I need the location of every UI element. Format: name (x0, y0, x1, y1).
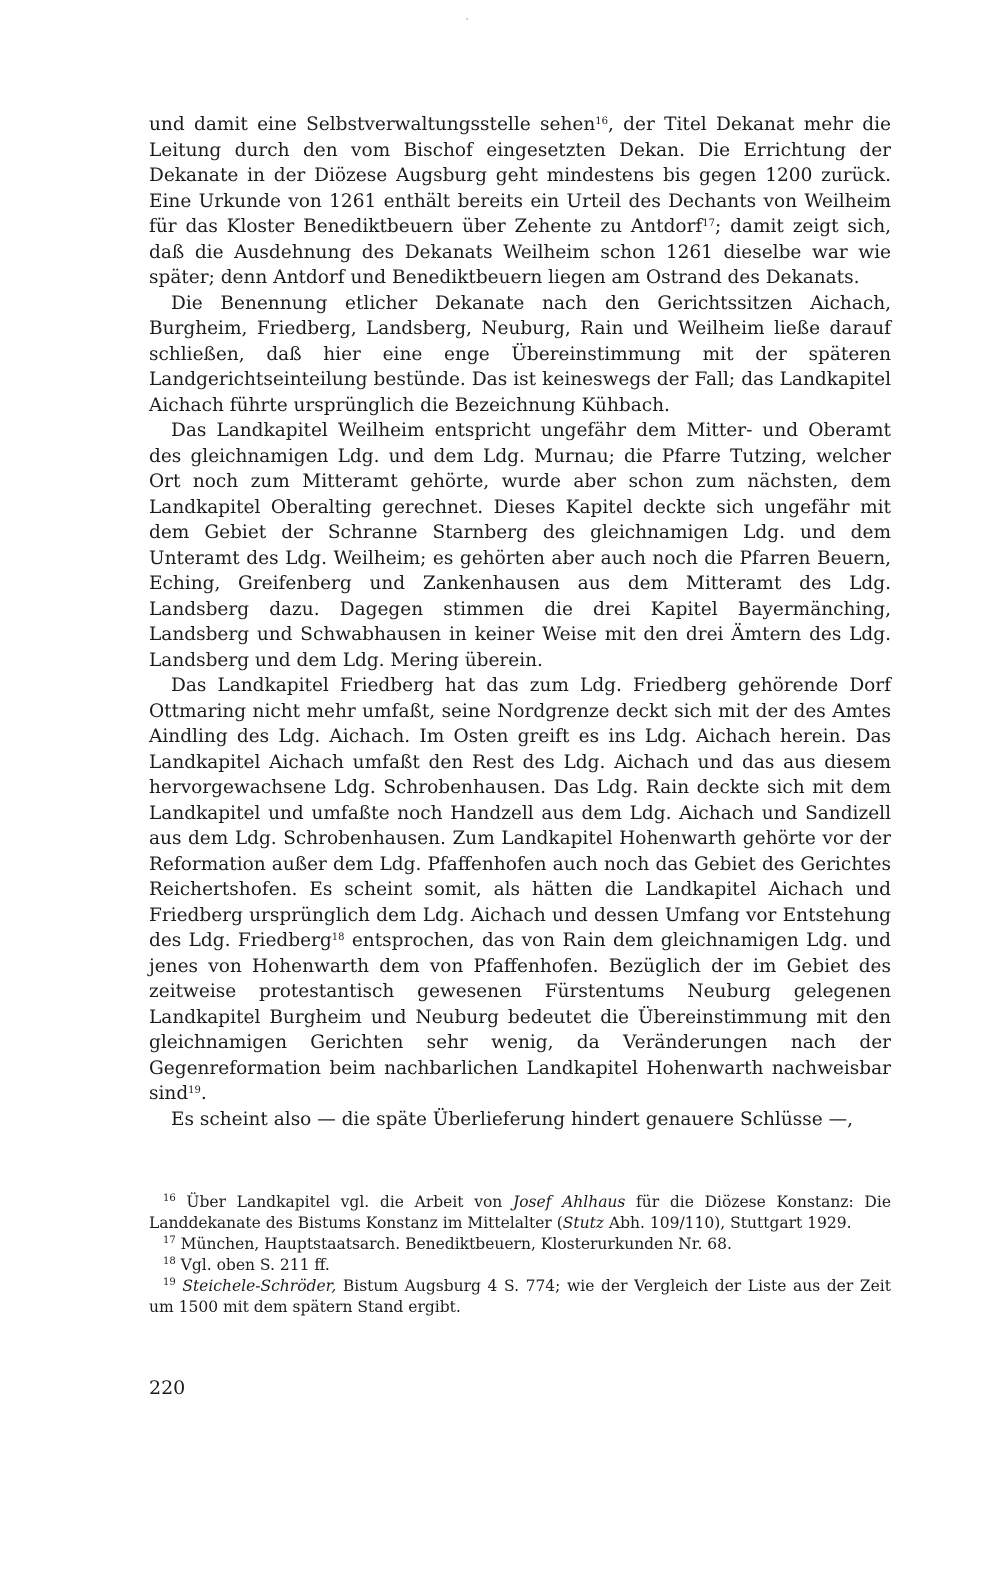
footnote-16: $^{16}$ Über Landkapitel vgl. die Arbeit von Josef Ahlhaus für die Diözese Konstanz: Die Landdekanate des Bistums Konstanz im Mittelalter (Stutz Abh. 109/110), Stuttgart 1929. (149, 1193, 891, 1232)
paragraph-1: und damit eine Selbstverwaltungsstelle sehen$^{16}$, der Titel Dekanat mehr die Leitung durch den vom Bischof eingesetzten Dekan. Die Errichtung der Dekanate in der Diözese Augsburg geht mindestens bis gegen 1200 zurück. Eine Urkunde von 1261 enthält bereits ein Urteil des Dechants von Weilheim für das Kloster Benediktbeuern über Zehente zu Antdorf$^{17}$; damit zeigt sich, daß die Ausdehnung des Dekanats Weilheim schon 1261 dieselbe war wie später; denn Antdorf und Benediktbeuern liegen am Ostrand des Dekanats. (149, 114, 891, 288)
page-number: 220 (149, 1377, 186, 1399)
footnote-18: $^{18}$ Vgl. oben S. 211 ff. (163, 1256, 330, 1274)
footnote-ref-16: 16 (595, 116, 608, 127)
paragraph-2: Die Benennung etlicher Dekanate nach den Gerichtssitzen Aichach, Burgheim, Friedberg, Landsberg, Neuburg, Rain und Weilheim ließe darauf schließen, daß hier eine enge Übereinstimmung mit der späteren Landgerichtseinteilung bestünde. Das ist keineswegs der Fall; das Landkapitel Aichach führte ursprünglich die Bezeichnung Kühbach. (149, 292, 891, 416)
footnote-19: $^{19}$ Steichele-Schröder, Bistum Augsburg 4 S. 774; wie der Vergleich der Liste aus der Zeit um 1500 mit dem spätern Stand ergibt. (149, 1277, 891, 1316)
footnote-ref-17: 17 (702, 218, 715, 229)
main-text (149, 112, 891, 1132)
scan-speck (466, 18, 468, 20)
paragraph-5: Es scheint also — die späte Überlieferung hindert genauere Schlüsse —, (171, 1108, 853, 1130)
footnotes (149, 1192, 891, 1318)
paragraph-3: Das Landkapitel Weilheim entspricht ungefähr dem Mitter- und Oberamt des gleichnamigen Ldg. und dem Ldg. Murnau; die Pfarre Tutzing, welcher Ort noch zum Mitteramt gehörte, wurde aber schon zum nächsten, dem Landkapitel Oberalting gerechnet. Dieses Kapitel deckte sich ungefähr mit dem Gebiet der Schranne Starnberg des gleichnamigen Ldg. und dem Unteramt des Ldg. Weilheim; es gehörten aber auch noch die Pfarren Beuern, Eching, Greifenberg und Zankenhausen aus dem Mitteramt des Ldg. Landsberg dazu. Dagegen stimmen die drei Kapitel Bayermänching, Landsberg und Schwabhausen in keiner Weise mit den drei Ämtern des Ldg. Landsberg und dem Ldg. Mering überein. (149, 420, 891, 671)
footnote-ref-19: 19 (188, 1085, 201, 1096)
footnote-17: $^{17}$ München, Hauptstaatsarch. Benediktbeuern, Klosterurkunden Nr. 68. (163, 1235, 732, 1253)
paragraph-4: Das Landkapitel Friedberg hat das zum Ldg. Friedberg gehörende Dorf Ottmaring nicht mehr umfaßt, seine Nordgrenze deckt sich mit der des Amtes Aindling des Ldg. Aichach. Im Osten greift es ins Ldg. Aichach herein. Das Landkapitel Aichach umfaßt den Rest des Ldg. Aichach und das aus diesem hervorgewachsene Ldg. Schrobenhausen. Das Ldg. Rain deckte sich mit dem Landkapitel und umfaßte noch Handzell aus dem Ldg. Aichach und Sandizell aus dem Ldg. Schrobenhausen. Zum Landkapitel Hohenwarth gehörte vor der Reformation außer dem Ldg. Pfaffenhofen auch noch das Gebiet des Gerichtes Reichertshofen. Es scheint somit, als hätten die Landkapitel Aichach und Friedberg ursprünglich dem Ldg. Aichach und dessen Umfang vor Entstehung des Ldg. Friedberg$^{18}$ entsprochen, das von Rain dem gleichnamigen Ldg. und jenes von Hohenwarth dem von Pfaffenhofen. Bezüglich der im Gebiet des zeitweise protestantisch gewesenen Fürstentums Neuburg gelegenen Landkapitel Burgheim und Neuburg bedeutet die Übereinstimmung mit den gleichnamigen Gerichten sehr wenig, da Veränderungen nach der Gegenreformation beim nachbarlichen Landkapitel Hohenwarth nachweisbar sind$^{19}$. (149, 675, 891, 1104)
footnote-ref-18: 18 (331, 932, 345, 943)
